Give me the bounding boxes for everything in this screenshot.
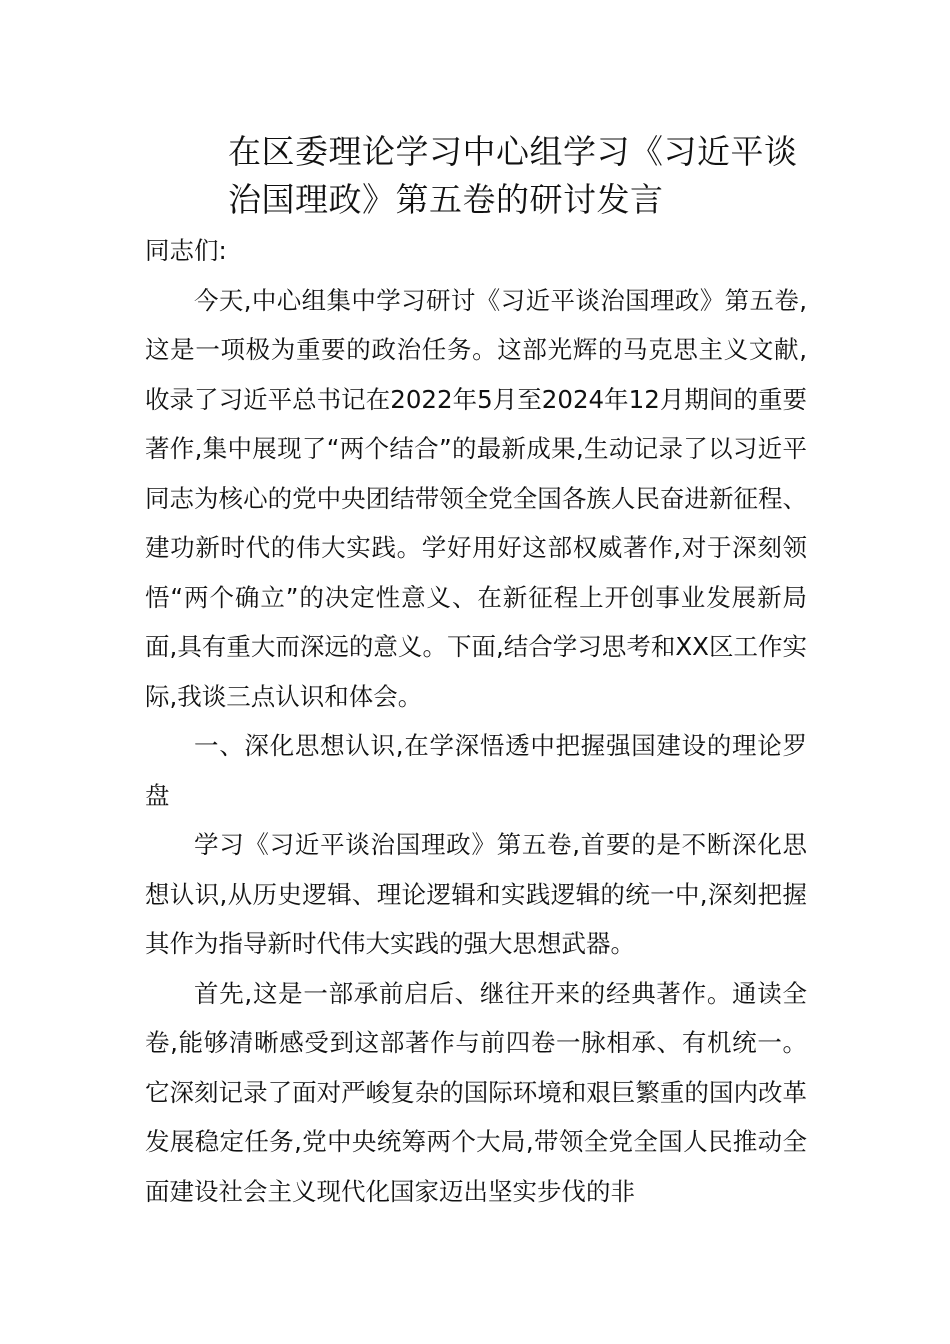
paragraph-intro: 今天,中心组集中学习研讨《习近平谈治国理政》第五卷,这是一项极为重要的政治任务。这部光辉的马克思主义文献,收录了习近平总书记在2022年5月至2024年12月期间的重要著作,集中展现了“两个结合”的最新成果,生动记录了以习近平同志为核心的党中央团结带领全党全国各族人民奋进新征程、建功新时代的伟大实践。学好用好这部权威著作,对于深刻领悟“两个确立”的决定性意义、在新征程上开创事业发展新局面,具有重大而深远的意义。下面,结合学习思考和XX区工作实际,我谈三点认识和体会。 xyxy=(145,285,807,711)
paragraph-first-point: 首先,这是一部承前启后、继往开来的经典著作。通读全卷,能够清晰感受到这部著作与前四卷一脉相承、有机统一。它深刻记录了面对严峻复杂的国际环境和艰巨繁重的国内改革发展稳定任务,党中央统筹两个大局,带领全党全国人民推动全面建设社会主义现代化国家迈出坚实步伐的非 xyxy=(145,978,807,1206)
document-body xyxy=(145,226,807,1216)
section-heading-1: 一、深化思想认识,在学深悟透中把握强国建设的理论罗盘 xyxy=(145,731,807,810)
salutation: 同志们: xyxy=(145,236,227,265)
paragraph-section-1-lead: 学习《习近平谈治国理政》第五卷,首要的是不断深化思想认识,从历史逻辑、理论逻辑和实践逻辑的统一中,深刻把握其作为指导新时代伟大实践的强大思想武器。 xyxy=(145,830,807,958)
document-title: 在区委理论学习中心组学习《习近平谈治国理政》第五卷的研讨发言 xyxy=(228,132,798,219)
